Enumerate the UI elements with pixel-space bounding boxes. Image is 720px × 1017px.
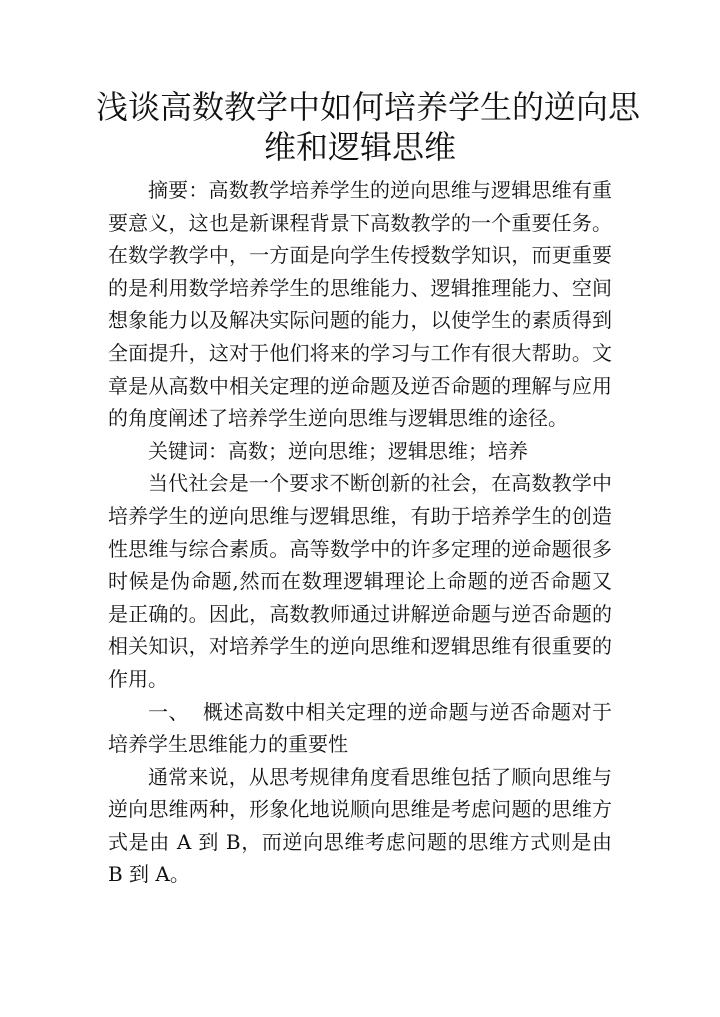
document-title-line-2: 维和逻辑思维 [263,128,456,166]
abstract-paragraph: 摘要：高数教学培养学生的逆向思维与逻辑思维有重要意义，这也是新课程背景下高数教学的一个重要任务。在数学教学中，一方面是向学生传授数学知识，而更重要的是利用数学培养学生的思维能力、逻辑推理能力、空间想象能力以及解决实际问题的能力，以使学生的素质得到全面提升，这对于他们将来的学习与工作有很大帮助。文章是从高数中相关定理的逆命题及逆否命题的理解与应用的角度阐述了培养学生逆向思维与逻辑思维的途径。 [108,178,612,431]
section-number: 一、 [148,699,189,724]
keywords-paragraph: 关键词：高数；逆向思维；逻辑思维；培养 [148,438,528,463]
document-title-line-1: 浅谈高数教学中如何培养学生的逆向思 [96,88,641,126]
intro-paragraph: 当代社会是一个要求不断创新的社会，在高数教学中培养学生的逆向思维与逻辑思维，有助于培养学生的创造性思维与综合素质。高等数学中的许多定理的逆命题很多时候是伪命题,然而在数理逻辑理论上命题的逆否命题又是正确的。因此，高数教师通过讲解逆命题与逆否命题的相关知识，对培养学生的逆向思维和逻辑思维有很重要的作用。 [108,471,612,691]
section-paragraph: 通常来说，从思考规律角度看思维包括了顺向思维与逆向思维两种，形象化地说顺向思维是考虑问题的思维方式是由 A 到 B，而逆向思维考虑问题的思维方式则是由 B 到 A。 [108,764,612,887]
section-title: 概述高数中相关定理的逆命题与逆否命题对于培养学生思维能力的重要性 [108,699,613,757]
section-heading [108,696,612,761]
document-body [108,174,612,891]
